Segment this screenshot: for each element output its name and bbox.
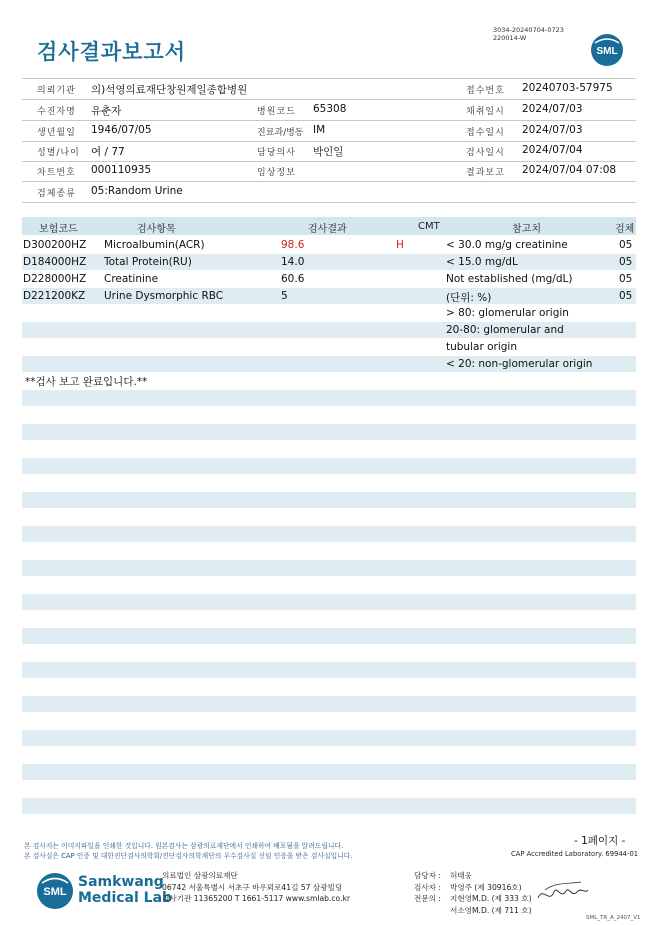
clinical-label: 임상정보 [257, 168, 296, 178]
cell-code: D184000HZ [23, 256, 87, 268]
col-header-result: 검사결과 [308, 224, 347, 235]
doctor-label: 담당의사 [257, 148, 296, 158]
col-header-code: 보험코드 [39, 224, 78, 235]
cell-specimen: 05 [619, 256, 633, 268]
test-date-value: 2024/07/04 [522, 144, 583, 156]
specimen-value: 05:Random Urine [91, 185, 183, 197]
ref-extra-line: tubular origin [446, 341, 517, 353]
cell-item: Total Protein(RU) [104, 256, 192, 268]
birth-label: 생년월일 [37, 128, 76, 138]
birth-value: 1946/07/05 [91, 124, 152, 136]
row-stripe [22, 458, 636, 474]
cell-code: D300200HZ [23, 239, 87, 251]
hospital-code-label: 병원코드 [257, 107, 296, 117]
report-date-label: 결과보고 [466, 168, 505, 178]
cell-code: D228000HZ [23, 273, 87, 285]
divider [22, 78, 636, 79]
cell-ref: (단위: %) [446, 292, 492, 304]
row-stripe [22, 560, 636, 576]
requesting-org-value: 의)석영의료재단창원제일종합병원 [91, 84, 248, 96]
row-stripe [22, 390, 636, 406]
hospital-code-value: 65308 [313, 103, 347, 115]
sml-footer-logo-icon [36, 872, 74, 910]
sex-age-label: 성별/나이 [37, 148, 80, 158]
dept-label: 진료과/병동 [257, 128, 304, 138]
row-stripe [22, 730, 636, 746]
cell-item: Urine Dysmorphic RBC [104, 290, 224, 302]
cell-ref: < 15.0 mg/dL [446, 256, 518, 268]
sml-logo-icon [590, 33, 624, 67]
cell-ref: Not established (mg/dL) [446, 273, 573, 285]
sex-age-value: 여 / 77 [91, 146, 125, 158]
logo-text: SML [596, 46, 618, 57]
cell-result: 14.0 [281, 256, 305, 268]
col-header-ref: 참고치 [512, 224, 541, 235]
divider [22, 141, 636, 142]
ref-extra-line: 20-80: glomerular and [446, 324, 564, 336]
row-stripe [22, 424, 636, 440]
col-header-cmt: CMT [418, 221, 440, 232]
footer-notice: 본 검사지는 이미지파일을 인쇄한 것입니다. 원본검사는 삼광의료재단에서 인쇄하여 배포됨을 알려드립니다. 본 검사실은 CAP 인증 및 대한진단검사의학회/진단검사의학재단의 우수검사실 신임 인증을 받은 검사실입니다. [24, 842, 353, 860]
cell-item: Microalbumin(ACR) [104, 239, 205, 251]
patient-label: 수진자명 [37, 107, 76, 117]
row-stripe [22, 492, 636, 508]
completion-message: **검사 보고 완료입니다.** [25, 376, 148, 388]
collect-date-value: 2024/07/03 [522, 103, 583, 115]
patient-value: 유춘자 [91, 105, 122, 117]
staff-roles: 담당자 : 검사자 : 전문의 : [414, 871, 441, 903]
staff-names: 허태웅 박영주 (제 30916호) 지현영M.D. (제 333 호) 서소영M.D. (제 711 호) [450, 871, 532, 915]
report-date-value: 2024/07/04 07:08 [522, 164, 617, 176]
specimen-label: 검체종류 [37, 189, 76, 199]
ref-extra-line: > 80: glomerular origin [446, 307, 569, 319]
divider [22, 120, 636, 121]
chart-value: 000110935 [91, 164, 152, 176]
org-info: 의료법인 삼광의료재단 06742 서울특별시 서초구 바우뫼로41길 57 삼광빌딩 검사기관 11365200 T 1661-5117 www.smlab.co.kr [162, 871, 350, 903]
cell-specimen: 05 [619, 239, 633, 251]
divider [22, 181, 636, 182]
signature-icon [535, 878, 590, 908]
receipt-date-label: 접수일시 [466, 128, 505, 138]
cell-result: 5 [281, 290, 288, 302]
cell-ref: < 30.0 mg/g creatinine [446, 239, 568, 251]
divider [22, 202, 636, 203]
form-code: SML_TR_A_2407_V1 [586, 915, 641, 921]
collect-date-label: 채취일시 [466, 107, 505, 117]
cell-result: 60.6 [281, 273, 305, 285]
receipt-no-value: 20240703-57975 [522, 82, 613, 94]
document-id: 3034-20240704-0723 220014-W [493, 26, 564, 42]
report-title: 검사결과보고서 [37, 40, 187, 64]
cell-code: D221200KZ [23, 290, 86, 302]
cap-accreditation: CAP Accredited Laboratory. 69944-01 [511, 850, 639, 858]
receipt-date-value: 2024/07/03 [522, 124, 583, 136]
ref-extra-line: < 20: non-glomerular origin [446, 358, 593, 370]
divider [22, 99, 636, 100]
cell-flag: H [396, 239, 404, 251]
row-stripe [22, 662, 636, 678]
page-number: - 1페이지 - [574, 835, 626, 847]
test-date-label: 검사일시 [466, 148, 505, 158]
row-stripe [22, 526, 636, 542]
row-stripe [22, 764, 636, 780]
dept-value: IM [313, 124, 326, 136]
chart-label: 차트번호 [37, 168, 76, 178]
doctor-value: 박인일 [313, 146, 344, 158]
logo-text: SML [43, 886, 67, 898]
brand-name: Samkwang Medical Lab [78, 874, 173, 906]
row-stripe [22, 798, 636, 814]
col-header-specimen: 검체 [615, 224, 635, 235]
divider [22, 161, 636, 162]
cell-item: Creatinine [104, 273, 159, 285]
cell-specimen: 05 [619, 273, 633, 285]
row-stripe [22, 628, 636, 644]
receipt-no-label: 접수번호 [466, 86, 505, 96]
cell-specimen: 05 [619, 290, 633, 302]
row-stripe [22, 696, 636, 712]
row-stripe [22, 594, 636, 610]
requesting-org-label: 의뢰기관 [37, 86, 76, 96]
col-header-item: 검사항목 [137, 224, 176, 235]
cell-result: 98.6 [281, 239, 305, 251]
